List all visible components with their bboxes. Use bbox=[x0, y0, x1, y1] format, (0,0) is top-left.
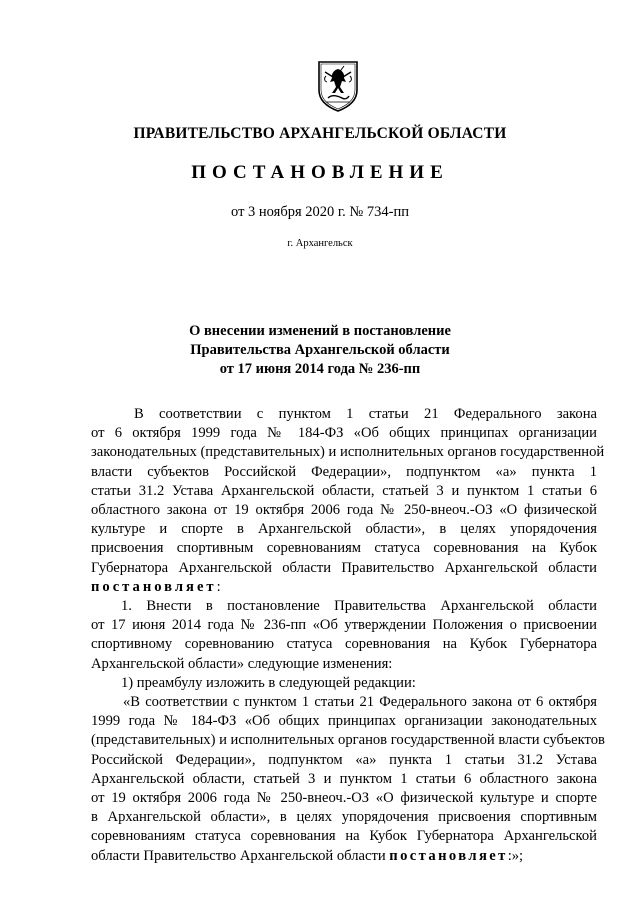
paragraph-line: 1) преамбулу изложить в следующей редакции: bbox=[121, 674, 416, 691]
paragraph-line: культуре и спорте в Архангельской области», в целях упорядочения bbox=[91, 521, 597, 538]
paragraph-line: Архангельской области» следующие изменения: bbox=[91, 655, 393, 672]
paragraph-line: 1. Внести в постановление Правительства Архангельской области bbox=[121, 598, 597, 615]
paragraph-line: соревнованиям статуса соревнования на Кубок Губернатора Архангельской bbox=[91, 828, 597, 845]
paragraph-line: статьи 31.2 Устава Архангельской области, статьей 3 и пунктом 1 статьи 6 bbox=[91, 482, 597, 499]
paragraph-line: законодательных (представительных) и исполнительных органов государственной bbox=[91, 444, 605, 461]
paragraph-line: областного закона от 19 октября 2006 года № 250-внеоч.-ОЗ «О физической bbox=[91, 502, 597, 519]
paragraph-line: Губернатора Архангельской области Правительство Архангельской области bbox=[91, 559, 597, 576]
decree-word: постановляет bbox=[389, 847, 508, 864]
document-type: ПОСТАНОВЛЕНИЕ bbox=[191, 162, 449, 183]
paragraph-line: «В соответствии с пунктом 1 статьи 21 Федерального закона от 6 октября bbox=[123, 694, 597, 711]
paragraph-line: Российской Федерации», подпунктом «а» пункта 1 статьи 31.2 Устава bbox=[91, 751, 597, 768]
organization-name: ПРАВИТЕЛЬСТВО АРХАНГЕЛЬСКОЙ ОБЛАСТИ bbox=[133, 125, 507, 142]
paragraph-line: 1999 года № 184-ФЗ «Об общих принципах организации законодательных bbox=[91, 713, 597, 730]
paragraph-line: в Архангельской области», в целях упорядочения присвоения спортивным bbox=[91, 809, 597, 826]
paragraph-text: области Правительство Архангельской области bbox=[91, 847, 386, 864]
paragraph-line: (представительных) и исполнительных органов государственной власти субъектов bbox=[91, 732, 605, 749]
decree-word: постановляет bbox=[91, 578, 217, 595]
decree-colon: : bbox=[216, 578, 221, 595]
title-line: от 17 июня 2014 года № 236-пп bbox=[219, 361, 421, 377]
document-title bbox=[0, 322, 640, 379]
title-line: О внесении изменений в постановление bbox=[189, 323, 451, 339]
paragraph-line: от 19 октября 2006 года № 250-внеоч.-ОЗ «О физической культуре и спорте bbox=[91, 790, 597, 807]
paragraph-line: от 6 октября 1999 года № 184-ФЗ «Об общих принципах организации bbox=[91, 425, 597, 442]
paragraph-line: присвоения спортивным соревнованиям статуса соревнования на Кубок bbox=[91, 540, 597, 557]
coat-of-arms-icon bbox=[316, 60, 360, 112]
title-line: Правительства Архангельской области bbox=[190, 342, 450, 358]
paragraph-line: В соответствии с пунктом 1 статьи 21 Федерального закона bbox=[134, 406, 597, 422]
document-date-number: от 3 ноября 2020 г. № 734-пп bbox=[231, 204, 409, 220]
paragraph-line: от 17 июня 2014 года № 236-пп «Об утверждении Положения о присвоении bbox=[91, 617, 597, 634]
paragraph-line: Архангельской области, статьей 3 и пунктом 1 статьи 6 областного закона bbox=[91, 770, 597, 787]
paragraph-text: :»; bbox=[507, 847, 524, 864]
paragraph-line: спортивному соревнованию статуса соревнования на Кубок Губернатора bbox=[91, 636, 597, 653]
paragraph-line bbox=[91, 847, 597, 866]
paragraph-line: власти субъектов Российской Федерации», подпунктом «а» пункта 1 bbox=[91, 463, 597, 480]
document-city: г. Архангельск bbox=[287, 238, 353, 249]
document-body bbox=[91, 405, 605, 866]
decree-line bbox=[91, 578, 597, 597]
